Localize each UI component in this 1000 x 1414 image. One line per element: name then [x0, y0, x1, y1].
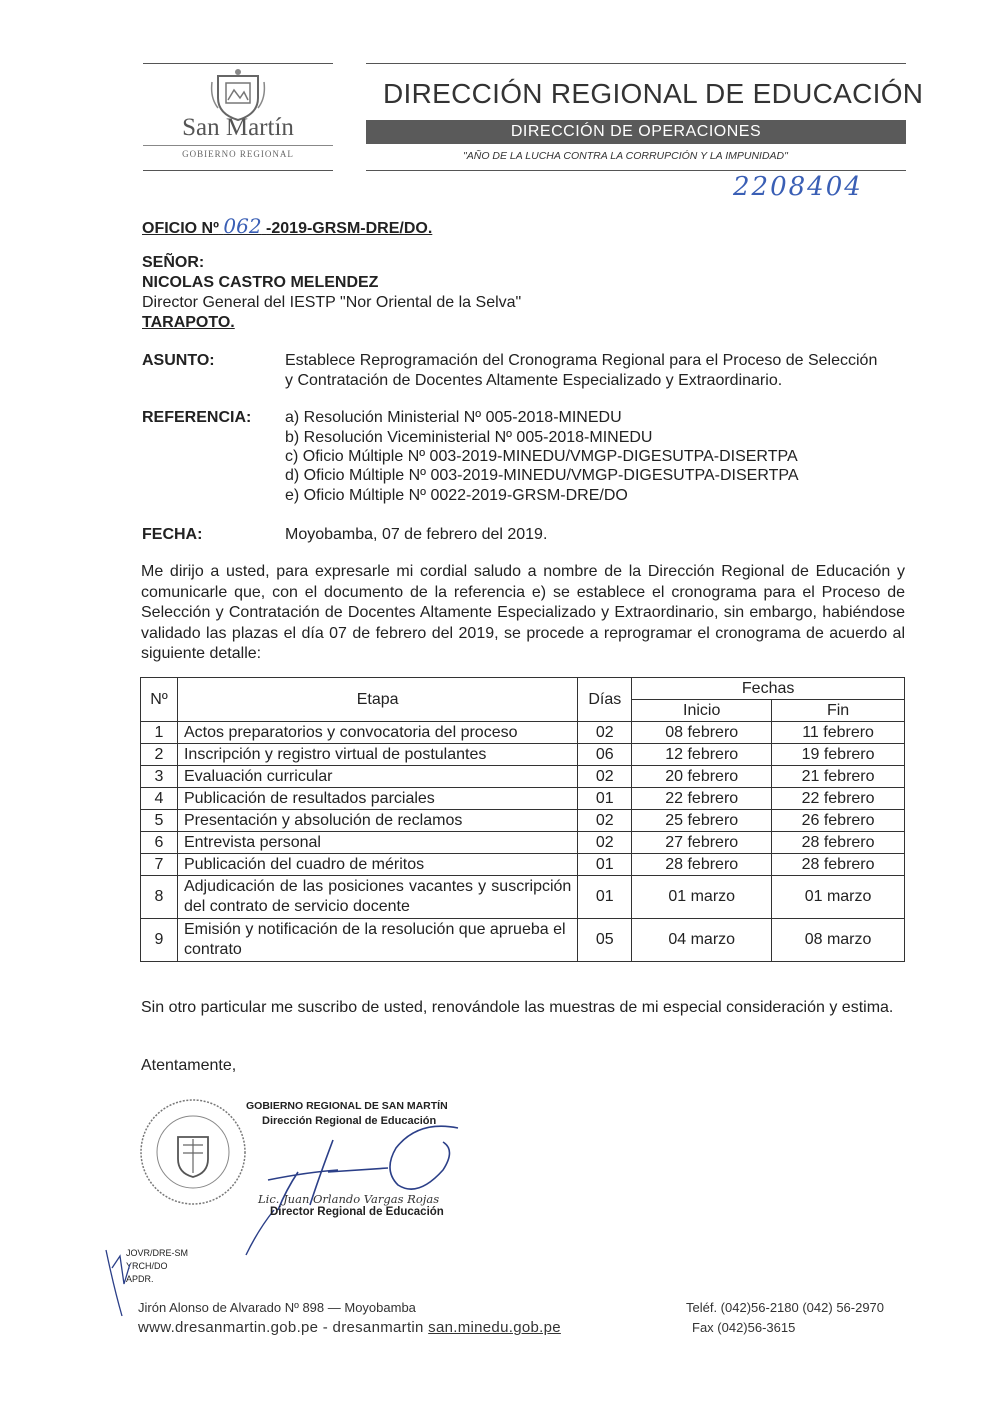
row-inicio: 20 febrero: [632, 766, 772, 788]
row-fin: 11 febrero: [772, 722, 905, 744]
table-row: [141, 810, 905, 832]
referencia-item-a: a) Resolución Ministerial Nº 005-2018-MINEDU: [285, 409, 622, 426]
signer-title: Director Regional de Educación: [270, 1206, 444, 1218]
asunto-line-1: Establece Reprogramación del Cronograma Regional para el Proceso de Selección: [285, 352, 878, 369]
footer-address: Jirón Alonso de Alvarado Nº 898 — Moyobamba: [138, 1300, 416, 1315]
brand-divider: [143, 145, 333, 146]
row-etapa: Actos preparatorios y convocatoria del proceso: [177, 722, 577, 744]
row-dias: 02: [578, 722, 632, 744]
initial-line-2: YRCH/DO: [126, 1261, 168, 1271]
row-fin: 19 febrero: [772, 744, 905, 766]
row-dias: 02: [578, 810, 632, 832]
footer-web: [138, 1319, 561, 1336]
stamp-line-2: Dirección Regional de Educación: [262, 1115, 437, 1127]
table-row: [141, 788, 905, 810]
row-dias: 01: [578, 788, 632, 810]
referencia-item-b: b) Resolución Viceministerial Nº 005-2018-MINEDU: [285, 429, 653, 446]
row-etapa: Publicación de resultados parciales: [177, 788, 577, 810]
row-number: 5: [141, 810, 178, 832]
row-number: 1: [141, 722, 178, 744]
handwritten-signature: [238, 1110, 468, 1260]
row-inicio: 28 febrero: [632, 854, 772, 876]
row-dias: 01: [578, 876, 632, 919]
schedule-table: [140, 677, 905, 962]
department-bar: DIRECCIÓN DE OPERACIONES: [366, 120, 906, 144]
row-fin: 28 febrero: [772, 832, 905, 854]
stamp-line-1: GOBIERNO REGIONAL DE SAN MARTÍN: [246, 1100, 448, 1112]
row-inicio: 22 febrero: [632, 788, 772, 810]
row-etapa: Emisión y notificación de la resolución que aprueba el contrato: [177, 919, 577, 962]
table-row: [141, 854, 905, 876]
row-etapa: Evaluación curricular: [177, 766, 577, 788]
recipient-position: Director General del IESTP "Nor Oriental de la Selva": [142, 294, 522, 311]
asunto-label: ASUNTO:: [142, 352, 215, 369]
row-fin: 26 febrero: [772, 810, 905, 832]
header-top-rule-right: [366, 63, 906, 64]
footer-phone: Teléf. (042)56-2180 (042) 56-2970: [686, 1300, 885, 1315]
row-number: 3: [141, 766, 178, 788]
institution-title: DIRECCIÓN REGIONAL DE EDUCACIÓN: [383, 78, 924, 109]
row-dias: 06: [578, 744, 632, 766]
table-row: [141, 876, 905, 919]
oficio-handwritten-number: 062: [223, 214, 262, 238]
referencia-item-d: d) Oficio Múltiple Nº 003-2019-MINEDU/VMGP-DIGESUTPA-DISERTPA: [285, 467, 799, 484]
closing-paragraph: Sin otro particular me suscribo de usted, renovándole las muestras de mi especial consideración y estima.: [141, 999, 894, 1016]
initial-line-3: APDR.: [126, 1274, 154, 1284]
row-etapa: Inscripción y registro virtual de postulantes: [177, 744, 577, 766]
row-number: 9: [141, 919, 178, 962]
brand-subtitle: GOBIERNO REGIONAL: [182, 149, 294, 159]
row-number: 4: [141, 788, 178, 810]
footer-web-link[interactable]: san.minedu.gob.pe: [428, 1319, 561, 1336]
header-inicio: Inicio: [632, 700, 772, 722]
table-row: [141, 744, 905, 766]
table-row: [141, 919, 905, 962]
signer-name: Lic. Juan Orlando Vargas Rojas: [258, 1192, 440, 1206]
header-bottom-rule: [366, 170, 906, 171]
table-row: [141, 832, 905, 854]
row-inicio: 12 febrero: [632, 744, 772, 766]
row-fin: 01 marzo: [772, 876, 905, 919]
row-number: 7: [141, 854, 178, 876]
initials-scribble: [100, 1248, 140, 1318]
header-fechas: Fechas: [632, 678, 905, 700]
header-n: Nº: [141, 678, 178, 722]
row-inicio: 08 febrero: [632, 722, 772, 744]
row-inicio: 04 marzo: [632, 919, 772, 962]
asunto-line-2: y Contratación de Docentes Altamente Especializado y Extraordinario.: [285, 372, 783, 389]
year-motto: "AÑO DE LA LUCHA CONTRA LA CORRUPCIÓN Y LA IMPUNIDAD": [463, 150, 788, 162]
brand-name: San Martín: [182, 114, 294, 141]
table-row: [141, 766, 905, 788]
footer-web-line: www.dresanmartin.gob.pe - dresanmartin: [138, 1319, 429, 1336]
table-row: [141, 722, 905, 744]
footer-fax: Fax (042)56-3615: [692, 1320, 796, 1335]
row-dias: 02: [578, 832, 632, 854]
header-bottom-rule-left: [143, 170, 333, 171]
row-fin: 08 marzo: [772, 919, 905, 962]
row-dias: 01: [578, 854, 632, 876]
header-top-rule: [143, 63, 333, 64]
row-number: 6: [141, 832, 178, 854]
oficio-suffix: -2019-GRSM-DRE/DO.: [266, 220, 433, 237]
row-etapa: Publicación del cuadro de méritos: [177, 854, 577, 876]
body-paragraph: Me dirijo a usted, para expresarle mi cordial saludo a nombre de la Dirección Regional de Educación y comunicarle que, con el documento de la referencia e) se establece el cronograma para el Proceso de Selección y Contratación de Docentes Altamente Especializado y Extraordinario, sin embargo, habiéndose validado las plazas el día 07 de febrero del 2019, se procede a reprogramar el cronograma de acuerdo al siguiente detalle:: [141, 563, 905, 662]
row-etapa: Entrevista personal: [177, 832, 577, 854]
farewell: Atentamente,: [141, 1057, 237, 1074]
referencia-label: REFERENCIA:: [142, 409, 252, 426]
row-fin: 28 febrero: [772, 854, 905, 876]
row-inicio: 01 marzo: [632, 876, 772, 919]
row-inicio: 27 febrero: [632, 832, 772, 854]
row-etapa: Presentación y absolución de reclamos: [177, 810, 577, 832]
recipient-city: TARAPOTO.: [142, 314, 235, 331]
handwritten-registration-number: 2208404: [733, 172, 863, 202]
fecha-value: Moyobamba, 07 de febrero del 2019.: [285, 526, 548, 543]
row-number: 8: [141, 876, 178, 919]
row-dias: 05: [578, 919, 632, 962]
row-fin: 22 febrero: [772, 788, 905, 810]
fecha-label: FECHA:: [142, 526, 203, 543]
recipient-salutation: SEÑOR:: [142, 254, 205, 271]
row-fin: 21 febrero: [772, 766, 905, 788]
oficio-number: [142, 214, 432, 238]
row-dias: 02: [578, 766, 632, 788]
referencia-item-e: e) Oficio Múltiple Nº 0022-2019-GRSM-DRE/DO: [285, 487, 628, 504]
referencia-item-c: c) Oficio Múltiple Nº 003-2019-MINEDU/VMGP-DIGESUTPA-DISERTPA: [285, 448, 798, 465]
row-inicio: 25 febrero: [632, 810, 772, 832]
official-seal-icon: [138, 1097, 248, 1207]
header-fin: Fin: [772, 700, 905, 722]
oficio-prefix: OFICIO Nº: [142, 220, 219, 237]
row-etapa: Adjudicación de las posiciones vacantes y suscripción del contrato de servicio docente: [177, 876, 577, 919]
header-etapa: Etapa: [177, 678, 577, 722]
initial-line-1: JOVR/DRE-SM: [126, 1248, 189, 1258]
row-number: 2: [141, 744, 178, 766]
recipient-name: NICOLAS CASTRO MELENDEZ: [142, 274, 379, 291]
header-dias: Días: [578, 678, 632, 722]
